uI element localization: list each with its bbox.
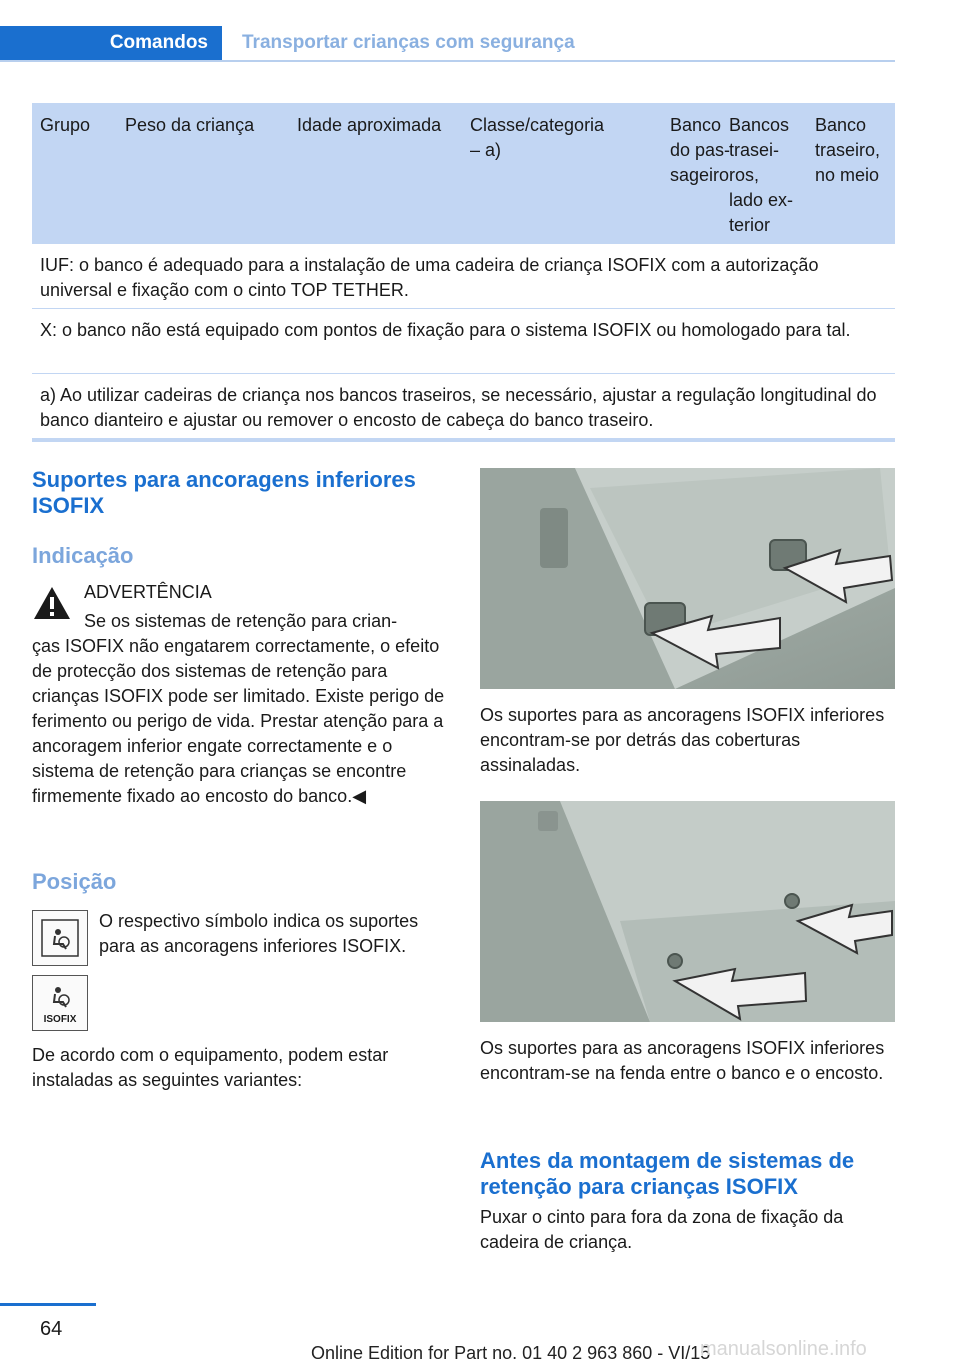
before-mounting-heading: Antes da montagem de sistemas de retenção para crianças ISOFIX	[480, 1148, 855, 1199]
section-label: Comandos	[109, 32, 208, 53]
warning-body: ças ISOFIX não engatarem correctamente, o efeito de protecção dos sistemas de retenção para crianças ISOFIX pode ser limitado. Existe perigo de ferimento ou perigo de vida. Prestar atenção para a ancoragem inferior engate correctamente e o sistema de retenção para crianças se encontre firmemente fixado ao encosto do banco.◀	[32, 636, 445, 806]
isofix-symbol-label: ISOFIX	[43, 1014, 77, 1025]
table-header-row	[32, 103, 895, 244]
caption-covers: Os suportes para as ancoragens ISOFIX inferiores encontram-se por detrás das coberturas assinaladas.	[480, 705, 885, 775]
before-mounting-text: Puxar o cinto para fora da zona de fixação da cadeira de criança.	[480, 1207, 844, 1252]
table-note-row	[32, 244, 895, 308]
col-idade: Idade aproximada	[297, 115, 442, 135]
warning-icon	[32, 585, 72, 621]
col-banco-passageiro: Banco do pas- sageiro	[670, 115, 731, 185]
note-a: a) Ao utilizar cadeiras de criança nos bancos traseiros, se necessário, ajustar a regulação longitudinal do banco dianteiro e ajustar ou remover o encosto de cabeça do banco traseiro.	[40, 385, 877, 430]
col-grupo: Grupo	[40, 115, 91, 135]
indicacao-heading: Indicação	[32, 543, 134, 568]
section-heading: Suportes para ancoragens inferiores ISOFIX	[32, 467, 416, 518]
watermark: manualsonline.info	[700, 1338, 867, 1360]
col-bancos-traseiros: Bancos trasei- ros, lado ex- terior	[729, 115, 794, 235]
table-note-row	[32, 309, 895, 373]
isofix-photo-covers	[480, 468, 895, 689]
col-peso: Peso da criança	[125, 115, 255, 135]
posicao-heading: Posição	[32, 869, 117, 894]
isofix-label-symbol-icon	[32, 975, 88, 1031]
isofix-photo-gap	[480, 801, 895, 1022]
col-banco-meio: Banco traseiro, no meio	[815, 115, 881, 185]
footer-accent-line	[0, 1303, 96, 1306]
warning-title: ADVERTÊNCIA	[84, 582, 212, 602]
note-iuf: IUF: o banco é adequado para a instalação de uma cadeira de criança ISOFIX com a autorização universal e fixação com o cinto TOP TETHER.	[40, 255, 819, 300]
chapter-title: Transportar crianças com segurança	[242, 32, 575, 53]
isofix-seat-symbol-icon	[32, 910, 88, 966]
posicao-text: O respectivo símbolo indica os suportes para as ancoragens inferiores ISOFIX.	[99, 911, 419, 956]
edition-text: Online Edition for Part no. 01 40 2 963 860 - VI/15	[311, 1343, 711, 1363]
variants-text: De acordo com o equipamento, podem estar instaladas as seguintes variantes:	[32, 1045, 389, 1090]
table-note-row	[32, 374, 895, 438]
table-bottom-border	[32, 438, 895, 442]
page-number: 64	[40, 1318, 63, 1340]
warning-lead: Se os sistemas de retenção para crian-	[84, 611, 398, 631]
header-divider	[0, 60, 895, 62]
section-tab	[0, 26, 222, 60]
col-classe: Classe/categoria – a)	[470, 115, 605, 160]
note-x: X: o banco não está equipado com pontos de fixação para o sistema ISOFIX ou homologado para tal.	[40, 320, 851, 340]
caption-gap: Os suportes para as ancoragens ISOFIX inferiores encontram-se na fenda entre o banco e o encosto.	[480, 1038, 885, 1083]
